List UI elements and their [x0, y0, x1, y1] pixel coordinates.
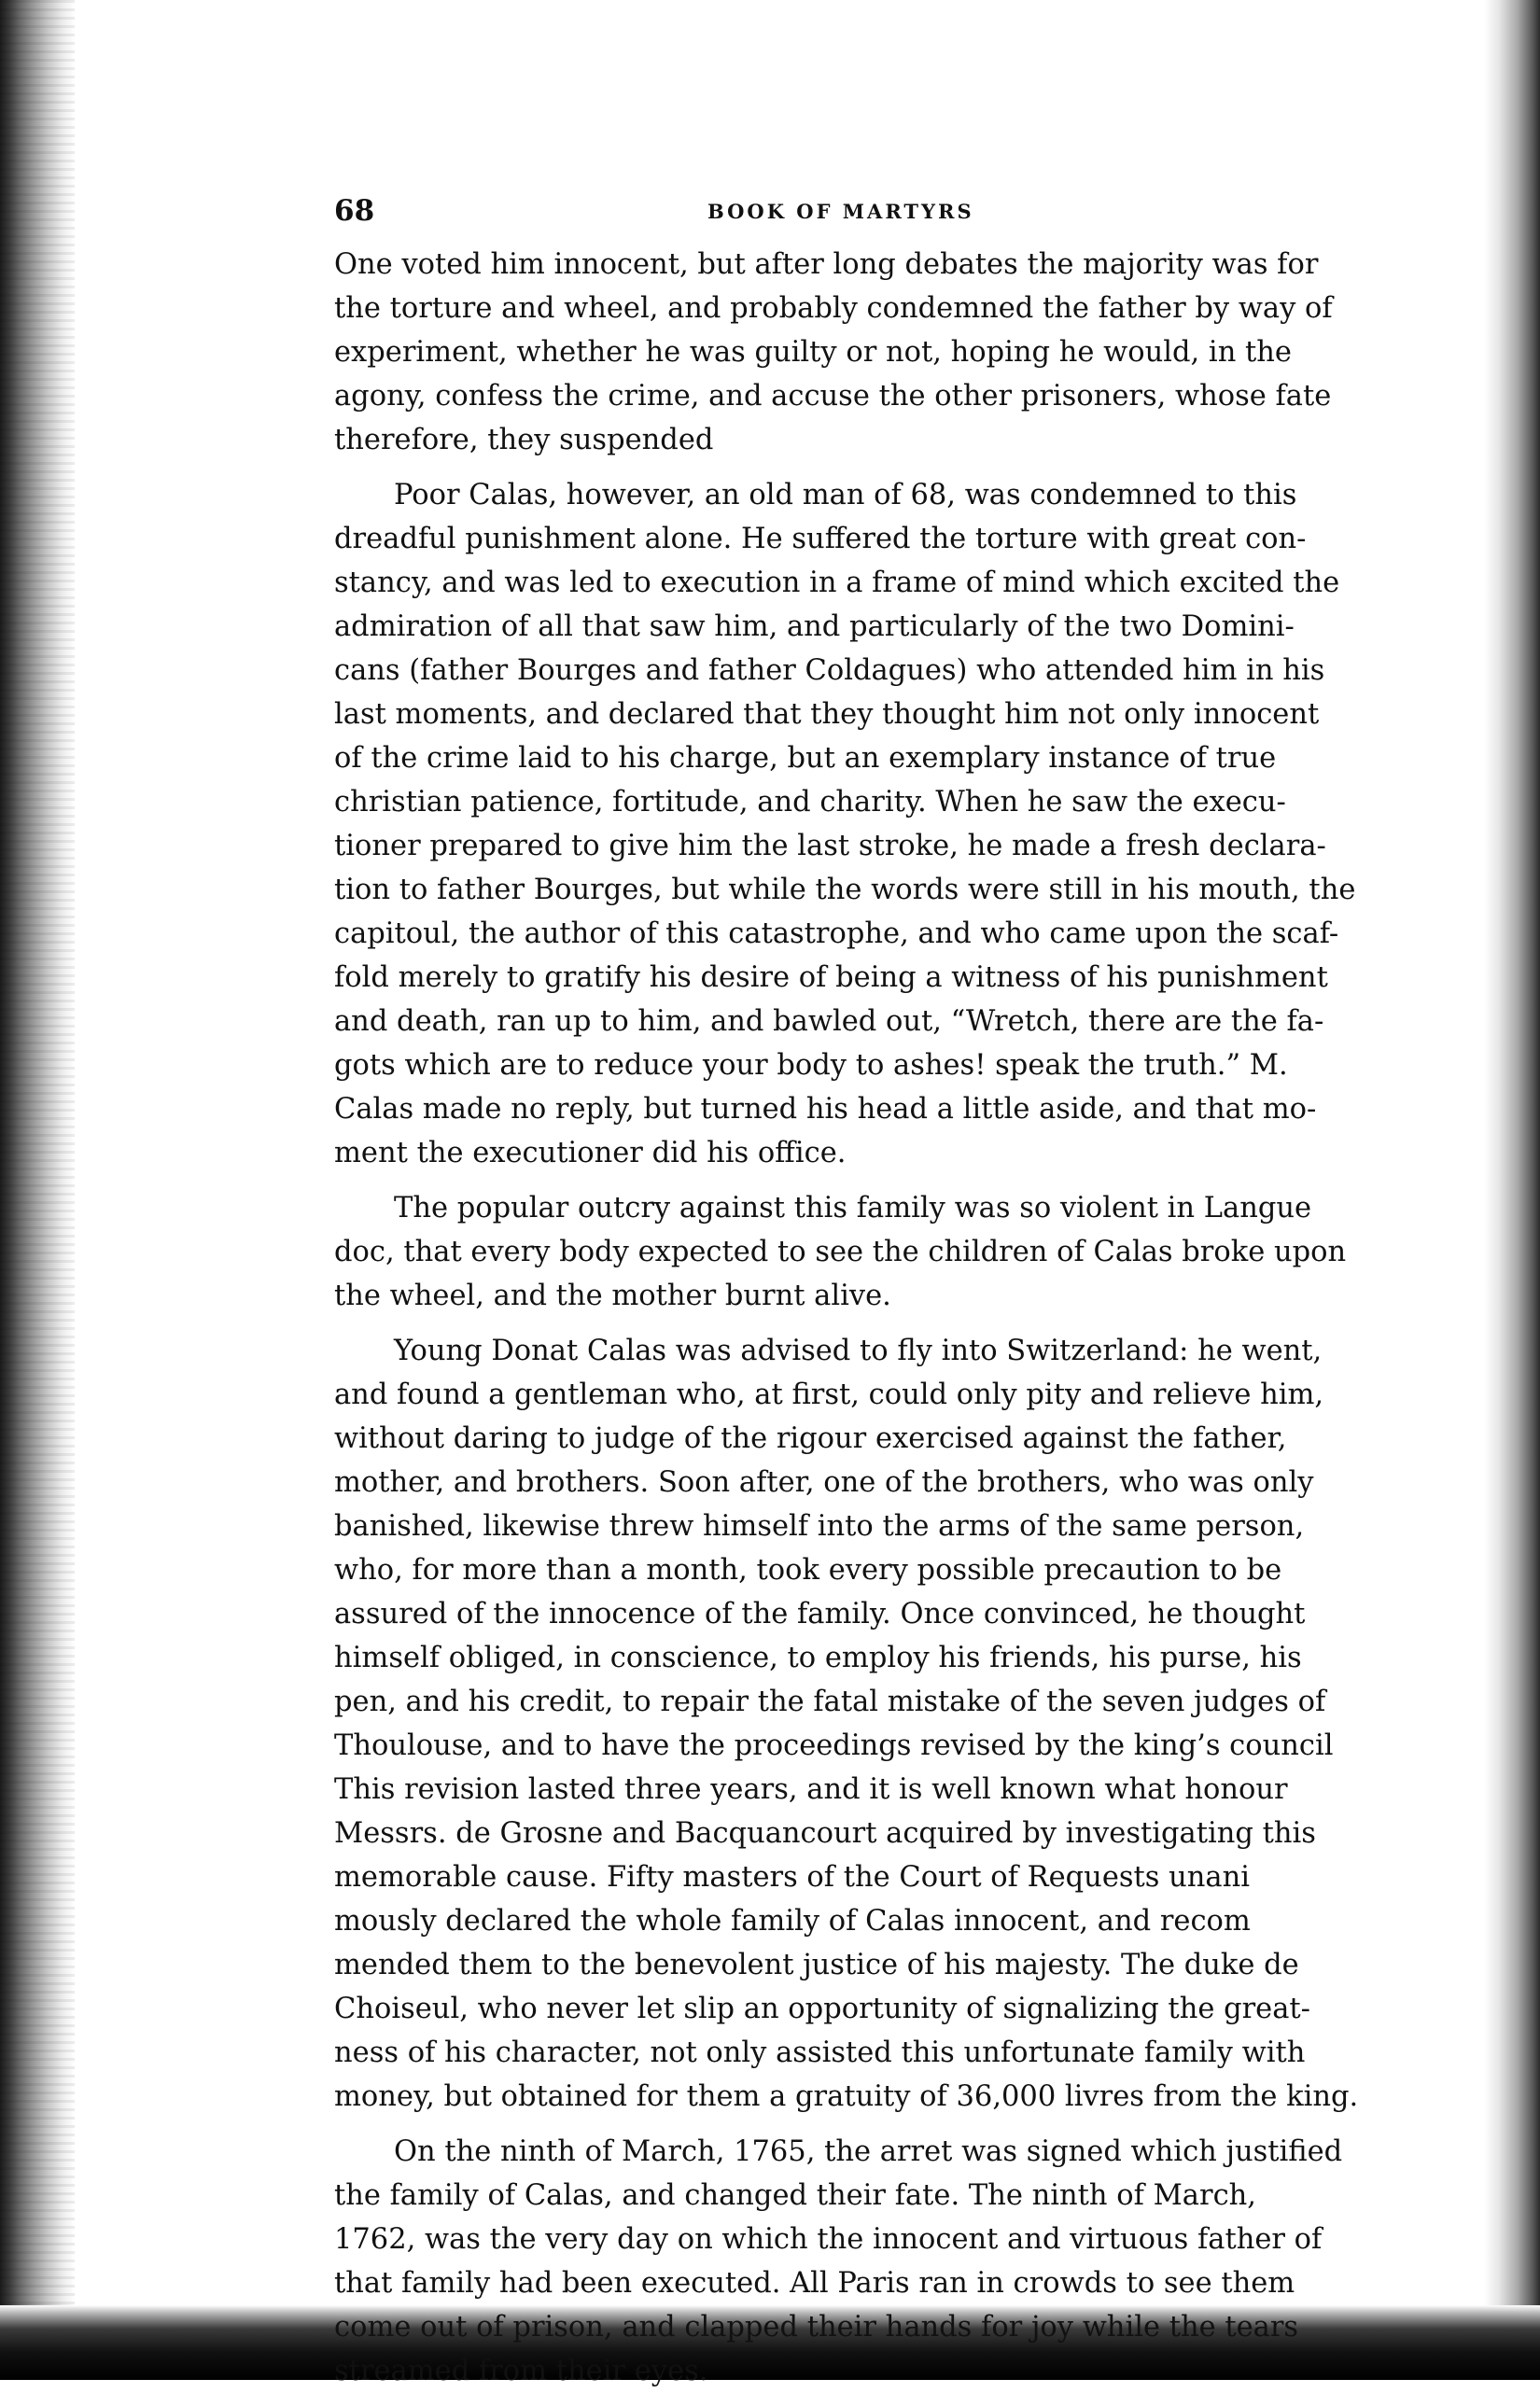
book-page — [334, 194, 1379, 2393]
text-line: money, but obtained for them a gratuity of 36,000 livres from the king. — [334, 2080, 1359, 2113]
text-line: mended them to the benevolent justice of his majesty. The duke de — [334, 1949, 1299, 1981]
text-line: mously declared the whole family of Calas innocent, and recom — [334, 1905, 1251, 1938]
text-line: last moments, and declared that they thought him not only innocent — [334, 698, 1320, 731]
text-line: tion to father Bourges, but while the words were still in his mouth, the — [334, 874, 1356, 906]
text-line: Thoulouse, and to have the proceedings revised by the king’s council — [334, 1729, 1334, 1762]
text-line: come out of prison, and clapped their hands for joy while the tears — [334, 2311, 1299, 2344]
text-line: capitoul, the author of this catastrophe, and who came upon the scaf- — [334, 917, 1339, 950]
text-line: the family of Calas, and changed their fate. The ninth of March, — [334, 2179, 1256, 2212]
body-text — [334, 243, 1379, 2393]
text-line: 1762, was the very day on which the innocent and virtuous father of — [334, 2223, 1323, 2256]
text-line: cans (father Bourges and father Coldagues) who attended him in his — [334, 654, 1325, 687]
text-line: of the crime laid to his charge, but an exemplary instance of true — [334, 742, 1277, 775]
text-line: christian patience, fortitude, and charity. When he saw the execu- — [334, 786, 1286, 819]
page-edge-shadow — [1484, 0, 1540, 2380]
text-line: agony, confess the crime, and accuse the other prisoners, whose fate — [334, 380, 1332, 413]
text-line: experiment, whether he was guilty or not, hoping he would, in the — [334, 336, 1292, 369]
paragraph — [334, 1329, 1379, 2119]
text-line: ment the executioner did his office. — [334, 1137, 847, 1169]
text-line: ness of his character, not only assisted this unfortunate family with — [334, 2036, 1306, 2069]
text-line: and death, ran up to him, and bawled out, “Wretch, there are the fa- — [334, 1005, 1324, 1038]
text-line: admiration of all that saw him, and particularly of the two Domini- — [334, 610, 1295, 643]
text-line: therefore, they suspended — [334, 424, 714, 456]
page-number: 68 — [334, 194, 375, 228]
text-line: doc, that every body expected to see the children of Calas broke upon — [334, 1236, 1347, 1268]
text-line: Messrs. de Grosne and Bacquancourt acquired by investigating this — [334, 1817, 1316, 1850]
text-line: streamed from their eyes. — [334, 2355, 708, 2387]
text-line: who, for more than a month, took every possible precaution to be — [334, 1554, 1282, 1587]
text-line: stancy, and was led to execution in a frame of mind which excited the — [334, 567, 1340, 599]
paragraph — [334, 473, 1379, 1175]
text-line: One voted him innocent, but after long debates the majority was for — [334, 248, 1319, 281]
text-line: that family had been executed. All Paris ran in crowds to see them — [334, 2267, 1295, 2300]
paragraph — [334, 243, 1379, 462]
text-line: mother, and brothers. Soon after, one of the brothers, who was only — [334, 1466, 1314, 1499]
text-line: dreadful punishment alone. He suffered the torture with great con- — [334, 523, 1307, 555]
text-line: gots which are to reduce your body to ashes! speak the truth.” M. — [334, 1049, 1288, 1082]
text-line: Poor Calas, however, an old man of 68, was condemned to this — [394, 479, 1297, 511]
text-line: banished, likewise threw himself into the arms of the same person, — [334, 1510, 1305, 1543]
text-line: Young Donat Calas was advised to fly into Switzerland: he went, — [394, 1335, 1323, 1367]
text-line: On the ninth of March, 1765, the arret was signed which justified — [394, 2135, 1343, 2168]
text-line: Choiseul, who never let slip an opportunity of signalizing the great- — [334, 1993, 1310, 2025]
text-line: Calas made no reply, but turned his head a little aside, and that mo- — [334, 1093, 1317, 1126]
book-gutter-shadow — [0, 0, 75, 2380]
text-line: fold merely to gratify his desire of being a witness of his punishment — [334, 961, 1328, 994]
text-line: tioner prepared to give him the last stroke, he made a fresh declara- — [334, 830, 1326, 862]
text-line: and found a gentleman who, at first, could only pity and relieve him, — [334, 1378, 1324, 1411]
text-line: the wheel, and the mother burnt alive. — [334, 1280, 891, 1312]
paragraph — [334, 1186, 1379, 1318]
running-head — [334, 194, 1379, 241]
text-line: himself obliged, in conscience, to employ his friends, his purse, his — [334, 1642, 1302, 1674]
text-line: without daring to judge of the rigour exercised against the father, — [334, 1422, 1287, 1455]
running-title: BOOK OF MARTYRS — [707, 200, 974, 223]
text-line: the torture and wheel, and probably condemned the father by way of — [334, 292, 1333, 325]
text-line: The popular outcry against this family was so violent in Langue — [394, 1192, 1312, 1224]
text-line: memorable cause. Fifty masters of the Court of Requests unani — [334, 1861, 1250, 1894]
paragraph — [334, 2130, 1379, 2393]
text-line: This revision lasted three years, and it is well known what honour — [334, 1773, 1288, 1806]
text-line: assured of the innocence of the family. Once convinced, he thought — [334, 1598, 1306, 1630]
text-line: pen, and his credit, to repair the fatal mistake of the seven judges of — [334, 1686, 1326, 1718]
